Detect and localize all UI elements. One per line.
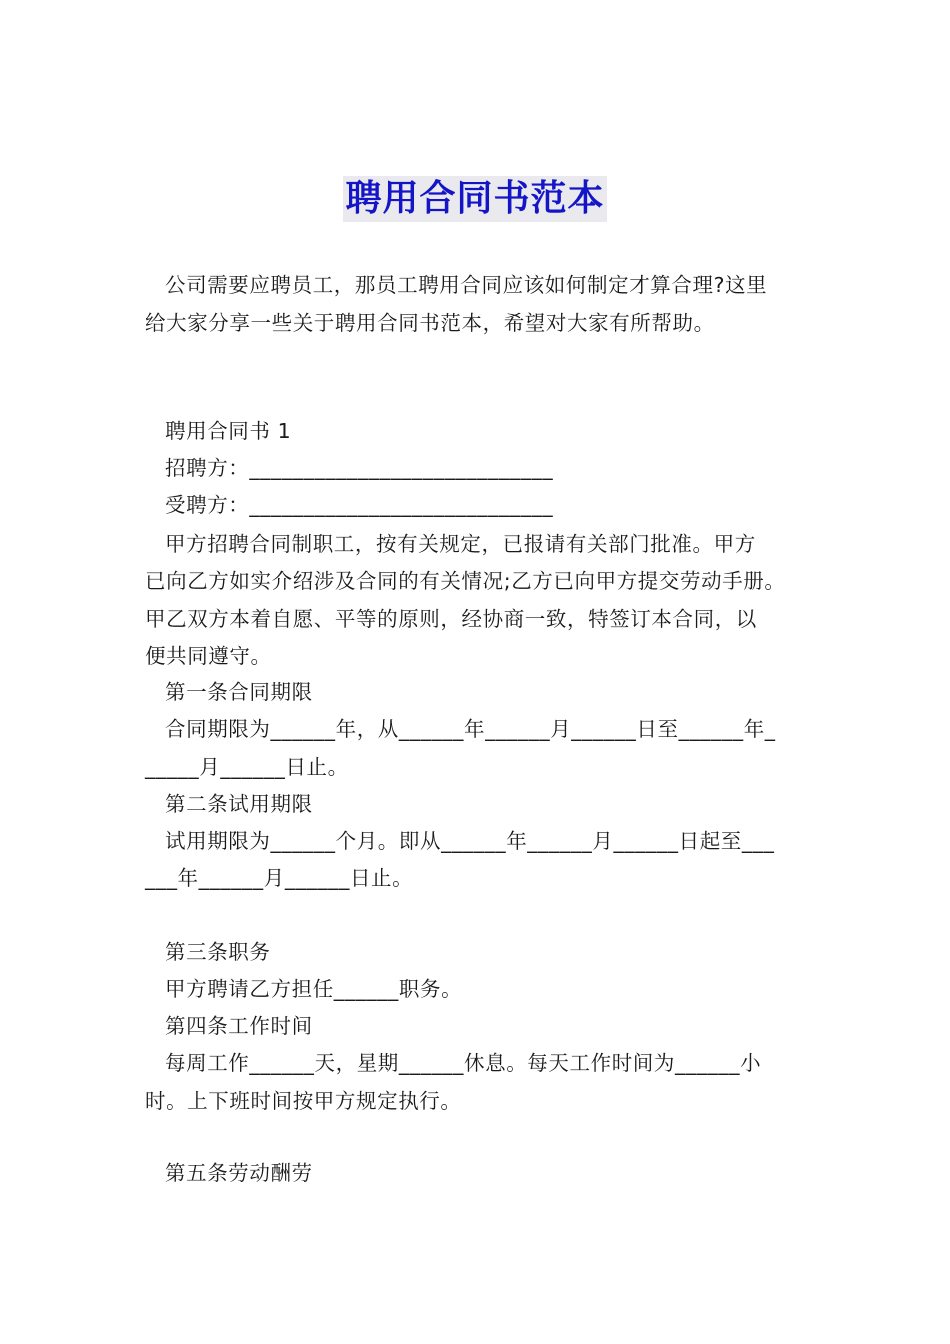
article-2-heading: 第二条试用期限 [165, 792, 313, 816]
article-2-line-2: ___年______月______日止。 [145, 866, 414, 890]
intro-line-2: 给大家分享一些关于聘用合同书范本，希望对大家有所帮助。 [145, 311, 715, 335]
article-1-line-1: 合同期限为______年，从______年______月______日至______年_ [165, 717, 776, 741]
article-1-line-2: _____月______日止。 [145, 755, 349, 779]
article-4-line-1: 每周工作______天，星期______休息。每天工作时间为______小 [165, 1051, 762, 1075]
article-4-line-2: 时。上下班时间按甲方规定执行。 [145, 1089, 462, 1113]
preamble-line-1: 甲方招聘合同制职工，按有关规定，已报请有关部门批准。甲方 [165, 532, 756, 556]
preamble-line-4: 便共同遵守。 [145, 644, 272, 668]
article-4-heading: 第四条工作时间 [165, 1014, 313, 1038]
document-title: 聘用合同书范本 [343, 176, 606, 222]
article-1-heading: 第一条合同期限 [165, 680, 313, 704]
contract-heading: 聘用合同书 1 [165, 419, 292, 443]
article-3-heading: 第三条职务 [165, 940, 271, 964]
employee-line: 受聘方：____________________________ [165, 493, 554, 517]
preamble-line-3: 甲乙双方本着自愿、平等的原则，经协商一致，特签订本合同，以 [145, 607, 757, 631]
employer-line: 招聘方：____________________________ [165, 456, 554, 480]
article-2-line-1: 试用期限为______个月。即从______年______月______日起至___ [165, 829, 775, 853]
article-5-heading: 第五条劳动酬劳 [165, 1161, 313, 1185]
article-3-line-1: 甲方聘请乙方担任______职务。 [165, 977, 463, 1001]
intro-line-1: 公司需要应聘员工，那员工聘用合同应该如何制定才算合理?这里 [165, 273, 768, 297]
preamble-line-2: 已向乙方如实介绍涉及合同的有关情况;乙方已向甲方提交劳动手册。 [145, 569, 786, 593]
title-container [0, 176, 950, 222]
